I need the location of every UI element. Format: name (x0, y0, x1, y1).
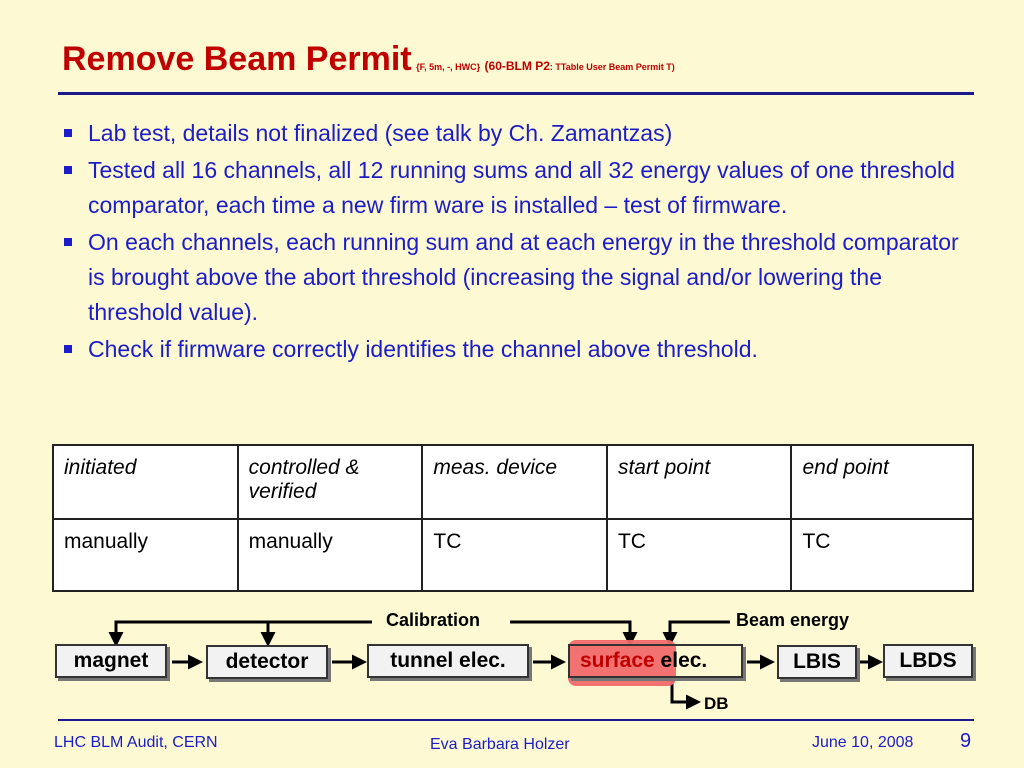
magnet-box: magnet (55, 644, 167, 678)
list-item (62, 225, 962, 330)
test-status-table (52, 444, 974, 592)
table-cell: manually (238, 519, 423, 591)
title-divider (58, 92, 974, 95)
bullet-text: On each channels, each running sum and at each energy in the threshold comparator is brought above the abort threshold (increasing the signal and/or lowering the threshold value). (88, 229, 959, 325)
header-initiated: initiated (53, 445, 238, 519)
list-item (62, 116, 962, 151)
bullet-square-icon (64, 129, 72, 137)
bullet-square-icon (64, 345, 72, 353)
list-item (62, 332, 962, 367)
table-row (53, 519, 973, 591)
list-item (62, 153, 962, 223)
detector-box: detector (206, 645, 328, 679)
lbis-box: LBIS (777, 645, 857, 679)
title-paren-open: (60-BLM P2 (484, 59, 550, 73)
calibration-label: Calibration (386, 610, 481, 630)
footer-divider (58, 719, 974, 721)
calibration-feedback-line (116, 622, 372, 644)
table-header-row (53, 445, 973, 519)
page-number: 9 (960, 730, 972, 752)
footer-date: June 10, 2008 (812, 734, 914, 751)
arrow-surface-db (672, 680, 698, 702)
surface-text: surface (580, 649, 655, 672)
bullet-text: Lab test, details not finalized (see talk by Ch. Zamantzas) (88, 120, 673, 146)
lbds-box: LBDS (883, 644, 973, 678)
surface-elec-text: elec. (654, 649, 708, 672)
table-cell: TC (422, 519, 607, 591)
beam-energy-line (670, 622, 730, 644)
footer-left: LHC BLM Audit, CERN (54, 734, 218, 751)
bullet-square-icon (64, 238, 72, 246)
signal-chain-diagram (0, 600, 1024, 730)
bullet-square-icon (64, 166, 72, 174)
header-end-point: end point (791, 445, 973, 519)
title-paren-rest: : TTable User Beam Permit T) (549, 62, 675, 72)
beam-energy-label: Beam energy (736, 610, 850, 630)
header-start-point: start point (607, 445, 792, 519)
slide-title (62, 40, 675, 79)
header-meas-device: meas. device (422, 445, 607, 519)
footer-author: Eva Barbara Holzer (430, 736, 570, 753)
surface-elec-box (568, 644, 743, 678)
table-cell: TC (791, 519, 973, 591)
header-controlled-verified: controlled & verified (238, 445, 423, 519)
title-braced: {F, 5m, -, HWC} (416, 62, 481, 72)
bullet-text: Tested all 16 channels, all 12 running sums and all 32 energy values of one threshold comparator, each time a new firm ware is installed – test of firmware. (88, 157, 955, 218)
bullet-list (62, 116, 962, 369)
table-cell: TC (607, 519, 792, 591)
tunnel-elec-box: tunnel elec. (367, 644, 529, 678)
bullet-text: Check if firmware correctly identifies the channel above threshold. (88, 336, 758, 362)
table-cell: manually (53, 519, 238, 591)
db-label: DB (704, 694, 729, 713)
title-main: Remove Beam Permit (62, 40, 412, 78)
